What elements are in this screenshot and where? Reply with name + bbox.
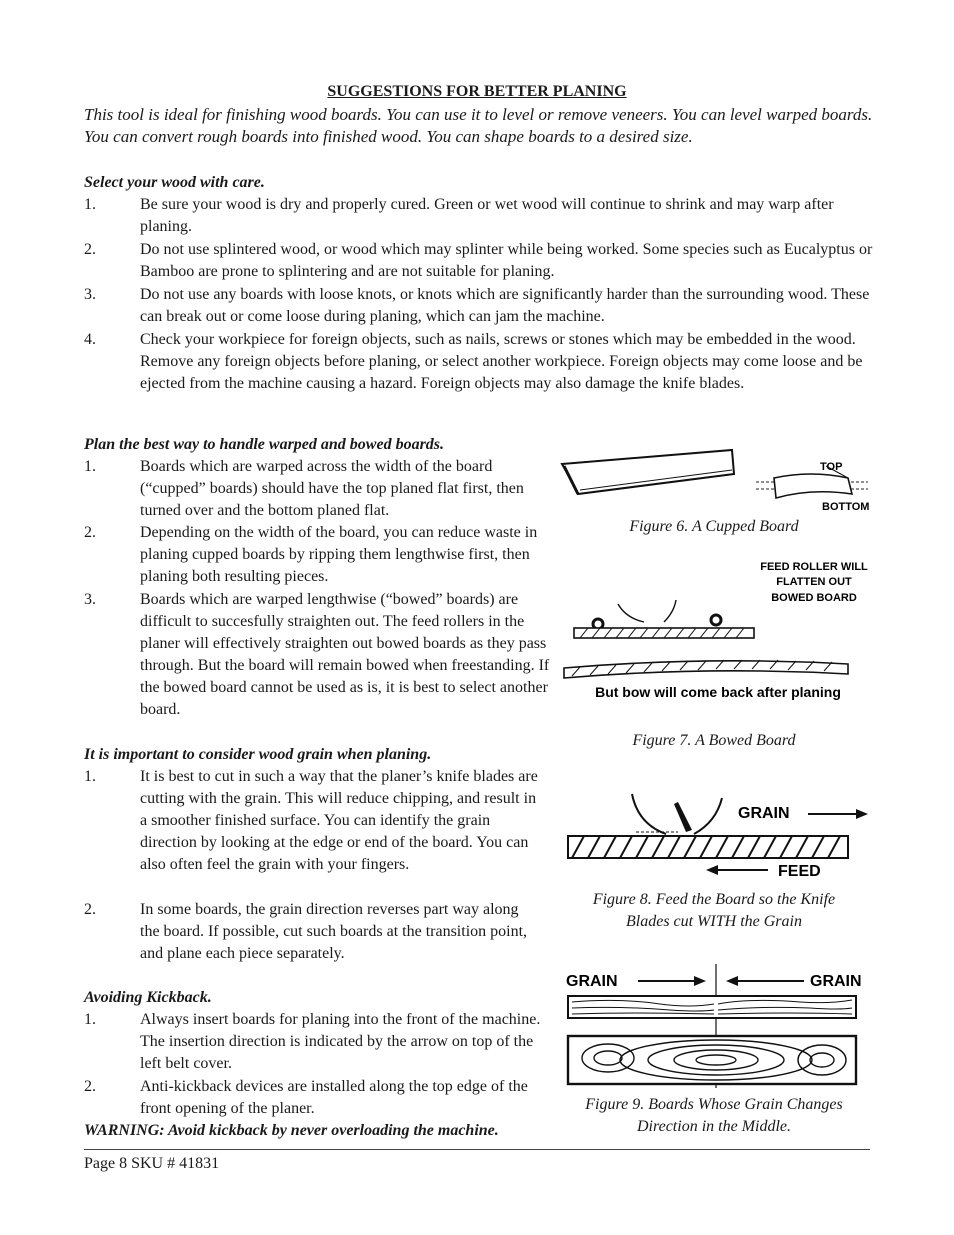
footer-divider [84, 1149, 870, 1150]
fig6-bottom-label: BOTTOM [822, 501, 870, 513]
page-title: SUGGESTIONS FOR BETTER PLANING [327, 83, 627, 100]
list-item: 2. Depending on the width of the board, you can reduce waste in planing cupped boards by ripping them lengthwise first, then planing both resulting pieces. [84, 524, 538, 585]
figure-8-grain-feed-illustration [556, 784, 872, 884]
fig8-grain-label: GRAIN [738, 805, 790, 822]
figure-6-cupped-board-illustration [556, 448, 872, 516]
figure-9-grain-change-illustration [560, 964, 872, 1088]
list-item: 4. Check your workpiece for foreign objects, such as nails, screws or stones which may be embedded in the wood. Remove any foreign objects before planing, or select another workpiece. Foreign objects may come loose and be ejected from the machine causing a hazard. Foreign objects may also damage the knife blades. [84, 331, 863, 392]
list-item: 1. Be sure your wood is dry and properly cured. Green or wet wood will continue to shrink and may warp after planing. [84, 196, 834, 235]
figure-8-caption-line1: Figure 8. Feed the Board so the Knife [592, 891, 836, 908]
list-item: 1. Always insert boards for planing into the front of the machine. The insertion direction is indicated by the arrow on top of the left belt cover. [84, 1011, 541, 1072]
figure-7-caption: Figure 7. A Bowed Board [632, 732, 796, 749]
fig7-label-line2: FLATTEN OUT [776, 576, 852, 588]
list-item: 2. In some boards, the grain direction reverses part way along the board. If possible, cut such boards at the transition point, and plane each piece separately. [84, 901, 528, 962]
fig9-grain-right-label: GRAIN [810, 973, 862, 990]
fig7-label-line3: BOWED BOARD [771, 592, 857, 604]
figure-6-caption: Figure 6. A Cupped Board [629, 518, 799, 535]
kickback-warning: WARNING: Avoid kickback by never overloading the machine. [84, 1122, 499, 1139]
list-item: 3. Do not use any boards with loose knots, or knots which are significantly harder than the surrounding wood. These can break out or come loose during planing, which can jam the machine. [84, 286, 870, 325]
fig9-grain-left-label: GRAIN [566, 973, 618, 990]
list-item: 2. Do not use splintered wood, or wood which may splinter while being worked. Some species such as Eucalyptus or Bamboo are prone to splintering and are not suitable for planing. [84, 241, 873, 280]
fig7-label-line1: FEED ROLLER WILL [760, 561, 868, 573]
page-footer: Page 8 SKU # 41831 [84, 1155, 220, 1172]
figure-9-caption-line1: Figure 9. Boards Whose Grain Changes [585, 1096, 843, 1113]
figure-9-caption-line2: Direction in the Middle. [636, 1118, 792, 1135]
fig6-top-label: TOP [820, 461, 843, 473]
section-heading-select-wood: Select your wood with care. [84, 174, 265, 191]
figure-7-bowed-board-illustration [556, 556, 872, 708]
intro-paragraph: This tool is ideal for finishing wood boards. You can use it to level or remove veneers. You can level warped boards. You can convert rough boards into finished wood. You can shape boards to a desired size. [84, 105, 873, 146]
section-heading-wood-grain: It is important to consider wood grain when planing. [84, 746, 432, 763]
list-item: 1. Boards which are warped across the width of the board (“cupped” boards) should have the top planed flat first, then turned over and the bottom planed flat. [84, 458, 524, 519]
section-heading-warped-boards: Plan the best way to handle warped and bowed boards. [84, 436, 445, 453]
figure-8-caption-line2: Blades cut WITH the Grain [626, 913, 802, 930]
list-item: 1. It is best to cut in such a way that the planer’s knife blades are cutting with the grain. This will reduce chipping, and result in a smoother finished surface. You can identify the grain direction by looking at the edge or end of the board. You can also often feel the grain with your fingers. [84, 768, 538, 873]
list-item: 2. Anti-kickback devices are installed along the top edge of the front opening of the planer. [84, 1078, 528, 1117]
section-heading-kickback: Avoiding Kickback. [84, 989, 212, 1006]
fig7-bottom-label: But bow will come back after planing [595, 684, 841, 700]
list-item: 3. Boards which are warped lengthwise (“bowed” boards) are difficult to succesfully straighten out. The feed rollers in the planer will effectively straighten out bowed boards as they pass through. But the board will remain bowed when freestanding. If the bowed board cannot be used as is, it is best to select another board. [84, 591, 550, 718]
fig8-feed-label: FEED [778, 863, 821, 880]
